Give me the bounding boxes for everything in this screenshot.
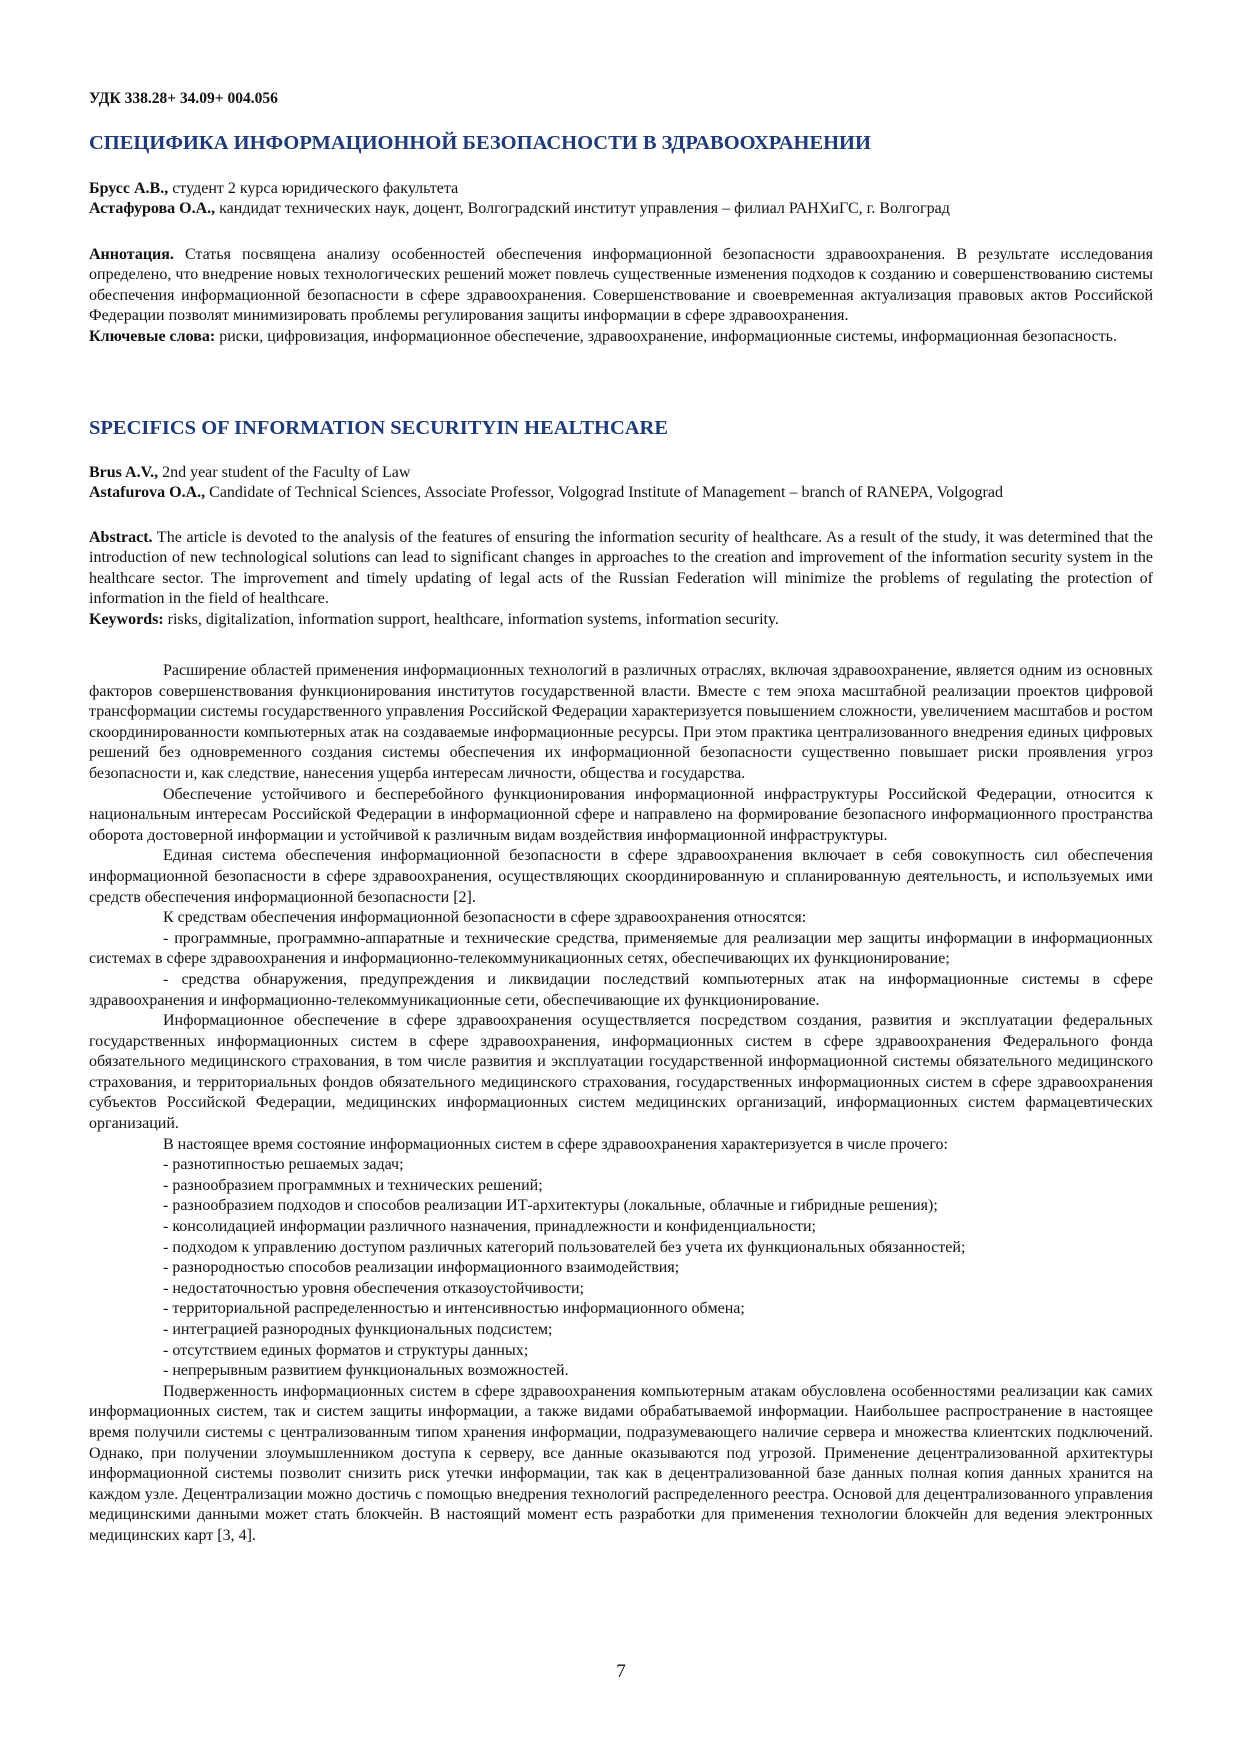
abstract-body: Статья посвящена анализу особенностей обеспечения информационной безопасности здравоохранения. В результате исследования определено, что внедрение новых технологических решений может повлечь существенные изменения подходов к созданию и совершенствованию системы обеспечения информационной безопасности в сфере здравоохранения. Совершенствование и своевременная актуализация правовых актов Российской Федерации позволят минимизировать проблемы регулирования защиты информации в сфере здравоохранения. [89,246,1153,325]
author-name: Астафурова О.А., [89,200,216,217]
abstract-label: Аннотация. [89,246,174,263]
list-item: - разнообразием подходов и способов реализации ИТ-архитектуры (локальные, облачные и гибридные решения); [163,1197,938,1215]
keywords-en [89,610,1153,630]
paragraph: - средства обнаружения, предупреждения и ликвидации последствий компьютерных атак на информационные системы в сфере здравоохранения и информационно-телекоммуникационные сети, обеспечивающие их функционирование. [89,970,1153,1009]
author-name: Brus A.V., [89,464,159,481]
author-affiliation: Candidate of Technical Sciences, Associate Professor, Volgograd Institute of Management – branch of RANEPA, Volgograd [205,484,1003,501]
keywords-body: risks, digitalization, information support, healthcare, information systems, information security. [163,610,779,628]
paragraph: - программные, программно-аппаратные и технические средства, применяемые для реализации мер защиты информации в информационных системах в сфере здравоохранения и информационно-телекоммуникационных сетях, обеспечивающих их функционирование; [89,929,1153,968]
abstract-label: Abstract. [89,529,153,546]
list-item: - интеграцией разнородных функциональных подсистем; [163,1321,553,1338]
author-name: Astafurova O.A., [89,484,206,501]
list-item: - подходом к управлению доступом различных категорий пользователей без учета их функциональных обязанностей; [163,1238,966,1256]
title-en: SPECIFICS OF INFORMATION SECURITYIN HEALTHCARE [89,417,669,439]
paragraph: Информационное обеспечение в сфере здравоохранения осуществляется посредством создания, развития и эксплуатации федеральных государственных информационных систем в сфере здравоохранения, информационных систем в сфере здравоохранения Федерального фонда обязательного медицинского страхования, в том числе развития и эксплуатации государственной информационной системы обязательного медицинского страхования, и территориальных фондов обязательного медицинского страхования, государственных информационных систем в сфере здравоохранения субъектов Российской Федерации, медицинских информационных систем медицинских организаций, информационных систем фармацевтических организаций. [89,1012,1153,1133]
author-1-ru [89,179,1153,199]
paragraph: Обеспечение устойчивого и бесперебойного функционирования информационной инфраструктуры Российской Федерации, относится к национальным интересам Российской Федерации в информационной сфере и направлено на формирование безопасного информационного пространства оборота достоверной информации и устойчивой к различным видам воздействия информационной инфраструктуры. [89,785,1153,844]
list-item: - разнообразием программных и технических решений; [163,1176,543,1194]
paragraph: Расширение областей применения информационных технологий в различных отраслях, включая здравоохранение, является одним из основных факторов совершенствования функционирования институтов государственной власти. Вместе с тем эпоха масштабной реализации проектов цифровой трансформации системы государственного управления Российской Федерации характеризуется повышением сложности, увеличением масштабов и ростом скоординированности компьютерных атак на создаваемые информационные ресурсы. При этом практика централизованного внедрения единых цифровых решений без одновременного создания системы обеспечения их информационной безопасности существенно повышает риски проявления угроз безопасности и, как следствие, нанесения ущерба интересам личности, общества и государства. [89,662,1153,782]
author-affiliation: студент 2 курса юридического факультета [168,180,459,197]
page-number: 7 [616,1661,626,1682]
keywords-label: Ключевые слова: [89,327,216,345]
abstract-ru-text [89,245,1153,327]
author-2-ru [89,199,1153,219]
authors-ru [89,179,1153,219]
list-item: - отсутствием единых форматов и структуры данных; [163,1341,529,1359]
keywords-body: риски, цифровизация, информационное обеспечение, здравоохранение, информационные системы, информационная безопасность. [215,327,1117,345]
authors-en [89,463,1153,503]
paragraph: К средствам обеспечения информационной безопасности в сфере здравоохранения относятся: [163,909,807,927]
author-2-en [89,483,1153,503]
author-name: Брусс А.В., [89,180,169,197]
abstract-en-text [89,528,1153,610]
author-affiliation: 2nd year student of the Faculty of Law [158,464,411,481]
abstract-body: The article is devoted to the analysis of the features of ensuring the information security of healthcare. As a result of the study, it was determined that the introduction of new technological solutions can lead to significant changes in approaches to the creation and improvement of the information security system in the healthcare sector. The improvement and timely updating of legal acts of the Russian Federation will minimize the problems of regulating the protection of information in the field of healthcare. [89,529,1153,608]
list-item: - разнотипностью решаемых задач; [163,1156,404,1174]
list-item: - непрерывным развитием функциональных возможностей. [163,1362,569,1380]
abstract-en [89,528,1153,630]
udc-code: УДК 338.28+ 34.09+ 004.056 [89,90,278,107]
list-item: - недостаточностью уровня обеспечения отказоустойчивости; [163,1279,584,1297]
list-item: - разнородностью способов реализации информационного взаимодействия; [163,1259,680,1277]
main-text [89,661,1153,1547]
author-1-en [89,463,1153,483]
paragraph: Единая система обеспечения информационной безопасности в сфере здравоохранения включает в себя совокупность сил обеспечения информационной безопасности в сфере здравоохранения, осуществляющих скоординированную и спланированную деятельность, и используемых ими средств обеспечения информационной безопасности [2]. [89,847,1153,906]
abstract-ru [89,245,1153,347]
keywords-ru [89,327,1153,347]
title-ru: СПЕЦИФИКА ИНФОРМАЦИОННОЙ БЕЗОПАСНОСТИ В ЗДРАВООХРАНЕНИИ [89,132,871,154]
paragraph: Подверженность информационных систем в сфере здравоохранения компьютерным атакам обусловлена особенностями реализации как самих информационных систем, так и систем защиты информации, а также видами обрабатываемой информации. Наибольшее распространение в настоящее время получили системы с централизованным типом хранения информации, подразумевающего наличие сервера и множества клиентских подключений. Однако, при получении злоумышленником доступа к серверу, все данные оказываются под угрозой. Применение децентрализованной архитектуры информационной системы позволит снизить риск утечки информации, так как в децентрализованной базе данных полная копия данных хранится на каждом узле. Децентрализации можно достичь с помощью внедрения технологий распределенного реестра. Основой для децентрализованного управления медицинскими данными может стать блокчейн. В настоящий момент есть разработки для применения технологии блокчейн для ведения электронных медицинских карт [3, 4]. [89,1382,1153,1544]
paragraph: В настоящее время состояние информационных систем в сфере здравоохранения характеризуется в числе прочего: [163,1135,948,1153]
keywords-label: Keywords: [89,610,164,628]
list-item: - территориальной распределенностью и интенсивностью информационного обмена; [163,1300,745,1318]
author-affiliation: кандидат технических наук, доцент, Волгоградский институт управления – филиал РАНХиГС, г. Волгоград [215,200,950,217]
list-item: - консолидацией информации различного назначения, принадлежности и конфиденциальности; [163,1218,816,1236]
